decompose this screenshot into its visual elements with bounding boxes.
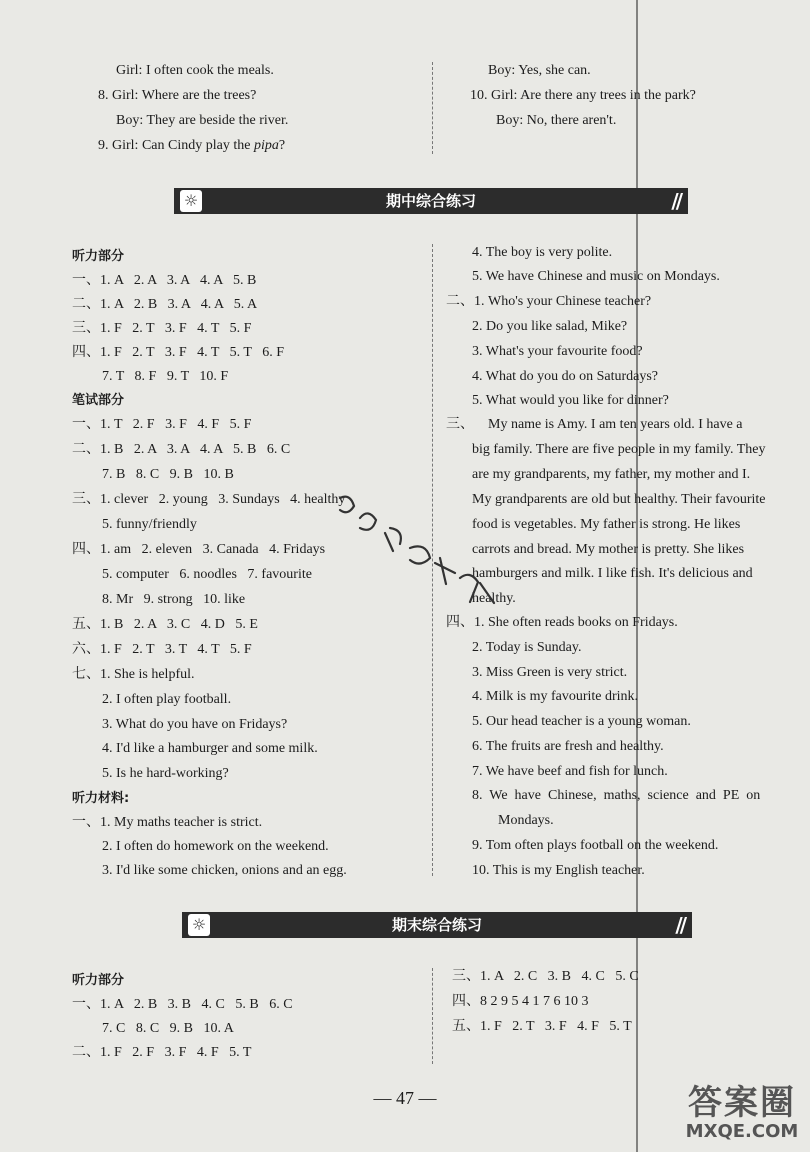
midterm-right-line-25: 9. Tom often plays football on the weekend.: [472, 838, 719, 853]
midterm-left-line-2: 一、1. A 2. A 3. A 4. A 5. B: [72, 273, 257, 288]
midterm-left-line-20: 3. What do you have on Fridays?: [102, 717, 288, 732]
midterm-left-line-12: 5. funny/friendly: [102, 517, 197, 532]
midterm-right-line-8: 三、 My name is Amy. I am ten years old. I have a: [446, 417, 743, 432]
midterm-right-line-9: big family. There are five people in my family. They: [472, 442, 766, 457]
final-title: 期末综合练习: [391, 916, 482, 934]
midterm-left-line-7: 笔试部分: [72, 393, 125, 408]
midterm-left-line-10: 7. B 8. C 9. B 10. B: [102, 467, 234, 482]
midterm-right-line-4: 2. Do you like salad, Mike?: [472, 319, 628, 334]
midterm-left-line-5: 四、1. F 2. T 3. F 4. T 5. T 6. F: [72, 345, 284, 360]
top-left-line-1: Girl: I often cook the meals.: [116, 63, 274, 78]
midterm-right-line-26: 10. This is my English teacher.: [472, 863, 645, 878]
midterm-right-line-20: 5. Our head teacher is a young woman.: [472, 714, 691, 729]
midterm-left-line-6: 7. T 8. F 9. T 10. F: [102, 369, 229, 384]
final-banner: [182, 912, 692, 938]
midterm-right-line-3: 二、1. Who's your Chinese teacher?: [446, 294, 652, 309]
lightbulb-icon: ☼: [188, 914, 210, 936]
midterm-right-line-17: 2. Today is Sunday.: [472, 640, 582, 655]
midterm-right-line-6: 4. What do you do on Saturdays?: [472, 369, 658, 384]
final-left-line-3: 7. C 8. C 9. B 10. A: [102, 1021, 234, 1036]
final-right-line-2: 四、8 2 9 5 4 1 7 6 10 3: [452, 994, 589, 1009]
midterm-left-line-16: 五、1. B 2. A 3. C 4. D 5. E: [72, 617, 258, 632]
midterm-right-line-15: healthy.: [472, 591, 516, 606]
midterm-right-line-18: 3. Miss Green is very strict.: [472, 665, 628, 680]
final-left-line-4: 二、1. F 2. F 3. F 4. F 5. T: [72, 1045, 252, 1060]
midterm-left-line-1: 听力部分: [72, 249, 125, 264]
midterm-left-line-4: 三、1. F 2. T 3. F 4. T 5. F: [72, 321, 252, 336]
final-left-line-1: 听力部分: [72, 973, 125, 988]
top-right-line-3: Boy: No, there aren't.: [496, 113, 617, 128]
midterm-right-line-16: 四、1. She often reads books on Fridays.: [446, 615, 678, 630]
midterm-right-line-23: 8. We have Chinese, maths, science and PE on: [472, 788, 761, 803]
midterm-left-line-17: 六、1. F 2. T 3. T 4. T 5. F: [72, 642, 252, 657]
midterm-left-line-23: 听力材料:: [72, 791, 130, 806]
midterm-left-line-26: 3. I'd like some chicken, onions and an egg.: [102, 863, 347, 878]
final-left-line-2: 一、1. A 2. B 3. B 4. C 5. B 6. C: [72, 997, 293, 1012]
lightbulb-icon: ☼: [180, 190, 202, 212]
midterm-right-line-5: 3. What's your favourite food?: [472, 344, 643, 359]
midterm-left-line-9: 二、1. B 2. A 3. A 4. A 5. B 6. C: [72, 442, 291, 457]
final-column-divider: [432, 968, 433, 1064]
midterm-right-line-21: 6. The fruits are fresh and healthy.: [472, 739, 664, 754]
midterm-left-line-13: 四、1. am 2. eleven 3. Canada 4. Fridays: [72, 542, 326, 557]
midterm-right-line-1: 4. The boy is very polite.: [472, 245, 613, 260]
final-right-line-3: 五、1. F 2. T 3. F 4. F 5. T: [452, 1019, 632, 1034]
watermark-logo-text: 答案圈: [688, 1083, 796, 1123]
midterm-left-line-21: 4. I'd like a hamburger and some milk.: [102, 741, 318, 756]
handwriting-scribble: [330, 488, 510, 618]
watermark-domain: MXQE.COM: [685, 1121, 799, 1142]
slash-decoration-icon: //: [671, 189, 680, 213]
midterm-left-line-19: 2. I often play football.: [102, 692, 232, 707]
midterm-right-line-12: food is vegetables. My father is strong. He likes: [472, 517, 741, 532]
midterm-left-line-24: 一、1. My maths teacher is strict.: [72, 815, 263, 830]
midterm-right-line-22: 7. We have beef and fish for lunch.: [472, 764, 668, 779]
midterm-left-line-14: 5. computer 6. noodles 7. favourite: [102, 567, 312, 582]
top-left-line-3: Boy: They are beside the river.: [116, 113, 289, 128]
top-left-line-2: 8. Girl: Where are the trees?: [98, 88, 257, 103]
midterm-left-line-25: 2. I often do homework on the weekend.: [102, 839, 329, 854]
top-left-line-4: 9. Girl: Can Cindy play the pipa?: [98, 138, 286, 153]
midterm-right-line-13: carrots and bread. My mother is pretty. She likes: [472, 542, 745, 557]
midterm-left-line-3: 二、1. A 2. B 3. A 4. A 5. A: [72, 297, 258, 312]
midterm-title: 期中综合练习: [385, 192, 476, 210]
watermark-logo: [682, 1084, 802, 1146]
top-right-line-2: 10. Girl: Are there any trees in the park?: [470, 88, 696, 103]
slash-decoration-icon: //: [675, 913, 684, 937]
midterm-left-line-8: 一、1. T 2. F 3. F 4. F 5. F: [72, 417, 252, 432]
midterm-right-line-10: are my grandparents, my father, my mother and I.: [472, 467, 751, 482]
midterm-right-line-2: 5. We have Chinese and music on Mondays.: [472, 269, 720, 284]
top-column-divider: [432, 62, 433, 154]
page-number: — 47 —: [373, 1088, 437, 1108]
midterm-right-line-14: hamburgers and milk. I like fish. It's delicious and: [472, 566, 753, 581]
midterm-right-line-11: My grandparents are old but healthy. Their favourite: [472, 492, 766, 507]
final-right-line-1: 三、1. A 2. C 3. B 4. C 5. C: [452, 969, 639, 984]
midterm-right-line-19: 4. Milk is my favourite drink.: [472, 689, 639, 704]
midterm-left-line-15: 8. Mr 9. strong 10. like: [102, 592, 246, 607]
midterm-left-line-18: 七、1. She is helpful.: [72, 667, 195, 682]
midterm-right-line-7: 5. What would you like for dinner?: [472, 393, 669, 408]
top-right-line-1: Boy: Yes, she can.: [488, 63, 591, 78]
midterm-right-line-24: Mondays.: [498, 813, 554, 828]
midterm-left-line-22: 5. Is he hard-working?: [102, 766, 229, 781]
midterm-banner: [174, 188, 688, 214]
midterm-left-line-11: 三、1. clever 2. young 3. Sundays 4. healthy: [72, 492, 346, 507]
